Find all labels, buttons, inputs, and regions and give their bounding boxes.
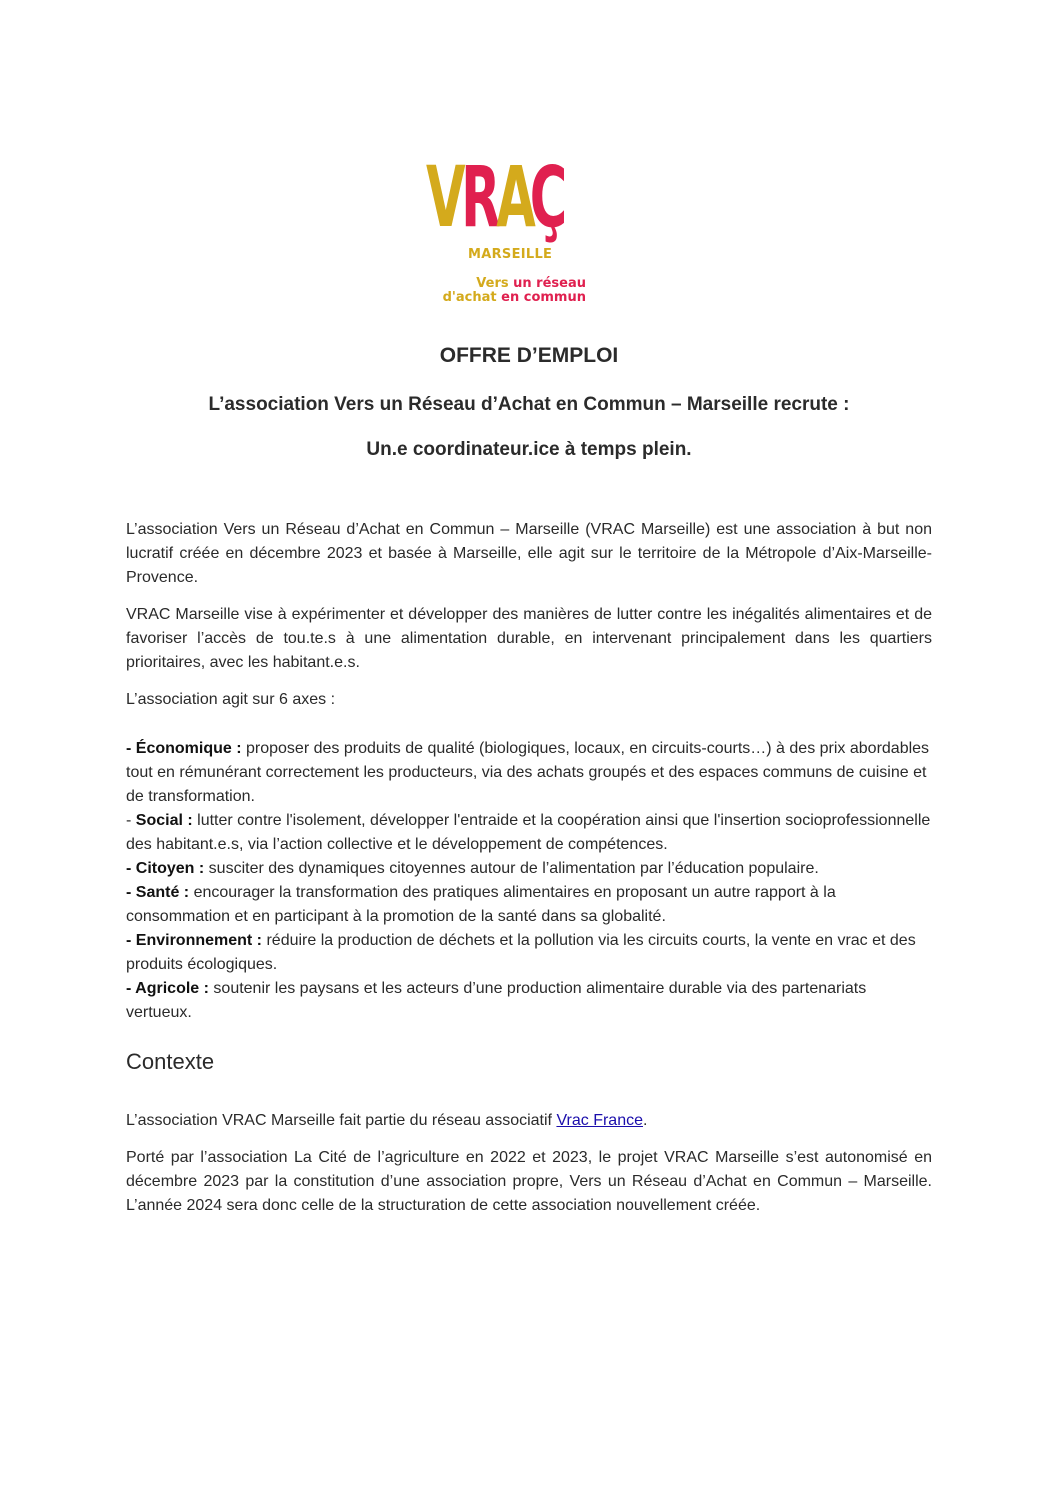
axis-label: Social :: [135, 812, 193, 829]
position-title: Un.e coordinateur.ice à temps plein.: [366, 439, 692, 460]
vrac-france-link[interactable]: Vrac France: [556, 1112, 643, 1129]
logo-tagline-part: un réseau: [513, 276, 586, 291]
axis-item: [126, 929, 932, 977]
axis-item: [126, 857, 932, 881]
axis-label: - Agricole :: [126, 980, 209, 997]
paragraph-text: [126, 1109, 932, 1133]
section-heading-contexte: Contexte: [126, 1049, 215, 1074]
intro-paragraph-1: [126, 518, 932, 590]
paragraph-text: L’association Vers un Réseau d’Achat en Commun – Marseille (VRAC Marseille) est une association à but non lucratif créée en décembre 2023 et basée à Marseille, elle agit sur le territoire de la Métropole d’Aix-Marseille-Provence.: [126, 521, 932, 586]
logo-letter-r: R: [461, 148, 497, 246]
axis-dash: -: [126, 812, 136, 829]
axis-text: proposer des produits de qualité (biologiques, locaux, en circuits-courts…) à des prix abordables tout en rémunérant correctement les producteurs, via des achats groupés et des espaces communs de cuisine et de transformation.: [126, 740, 930, 805]
axis-text: réduire la production de déchets et la pollution via les circuits courts, la vente en vrac et des produits écologiques.: [126, 932, 916, 973]
text-run: .: [642, 1112, 648, 1129]
paragraph-text: VRAC Marseille vise à expérimenter et développer des manières de lutter contre les inégalités alimentaires et de favoriser l’accès de tou.te.s à une alimentation durable, en intervenant principalement dans les quartiers prioritaires, avec les habitant.e.s.: [126, 606, 932, 671]
logo-tagline-part: Vers: [476, 276, 509, 291]
logo-letter-c: Ç: [529, 148, 564, 246]
axis-label: - Santé :: [126, 884, 190, 901]
axis-item: [126, 737, 932, 809]
page-subtitle: L’association Vers un Réseau d’Achat en Commun – Marseille recrute :: [208, 394, 850, 415]
intro-paragraph-2: [126, 603, 932, 675]
text-run: L’association VRAC Marseille fait partie du réseau associatif: [126, 1112, 557, 1129]
axis-label: - Citoyen :: [126, 860, 205, 877]
logo-city: MARSEILLE: [468, 247, 553, 262]
axis-text: lutter contre l'isolement, développer l'entraide et la coopération ainsi que l'insertion socioprofessionnelle des habitant.e.s, via l’action collective et le développement de compétences.: [126, 812, 931, 853]
axes-list: [126, 737, 932, 1025]
axis-item: [126, 881, 932, 929]
vrac-marseille-logo: [426, 148, 596, 307]
logo-letter-a: A: [495, 148, 532, 246]
paragraph-text: L’association agit sur 6 axes :: [126, 691, 336, 708]
context-paragraph-1: [126, 1109, 932, 1133]
axis-text: encourager la transformation des pratiques alimentaires en proposant un autre rapport à la consommation et en participant à la promotion de la santé dans sa globalité.: [126, 884, 836, 925]
paragraph-text: Porté par l’association La Cité de l’agriculture en 2022 et 2023, le projet VRAC Marseille s’est autonomisé en décembre 2023 par la constitution d’une association propre, Vers un Réseau d’Achat en Commun – Marseille. L’année 2024 sera donc celle de la structuration de cette association nouvellement créée.: [126, 1149, 932, 1214]
logo-tagline: [443, 277, 586, 305]
logo-tagline-part: d'achat: [442, 290, 497, 305]
logo-letter-v: V: [426, 148, 462, 246]
context-paragraph-2: [126, 1146, 932, 1218]
axis-text: susciter des dynamiques citoyennes autour de l’alimentation par l’éducation populaire.: [204, 860, 819, 877]
logo-wordmark: [426, 148, 614, 246]
intro-paragraph-3: [126, 688, 932, 712]
axis-item: [126, 977, 932, 1025]
page-title: OFFRE D’EMPLOI: [439, 344, 619, 367]
axis-label: - Économique :: [126, 740, 242, 757]
logo-tagline-part: en commun: [501, 290, 586, 305]
axis-label: - Environnement :: [126, 932, 263, 949]
axis-text: soutenir les paysans et les acteurs d’une production alimentaire durable via des partenariats vertueux.: [126, 980, 867, 1021]
axis-item: [126, 809, 932, 857]
